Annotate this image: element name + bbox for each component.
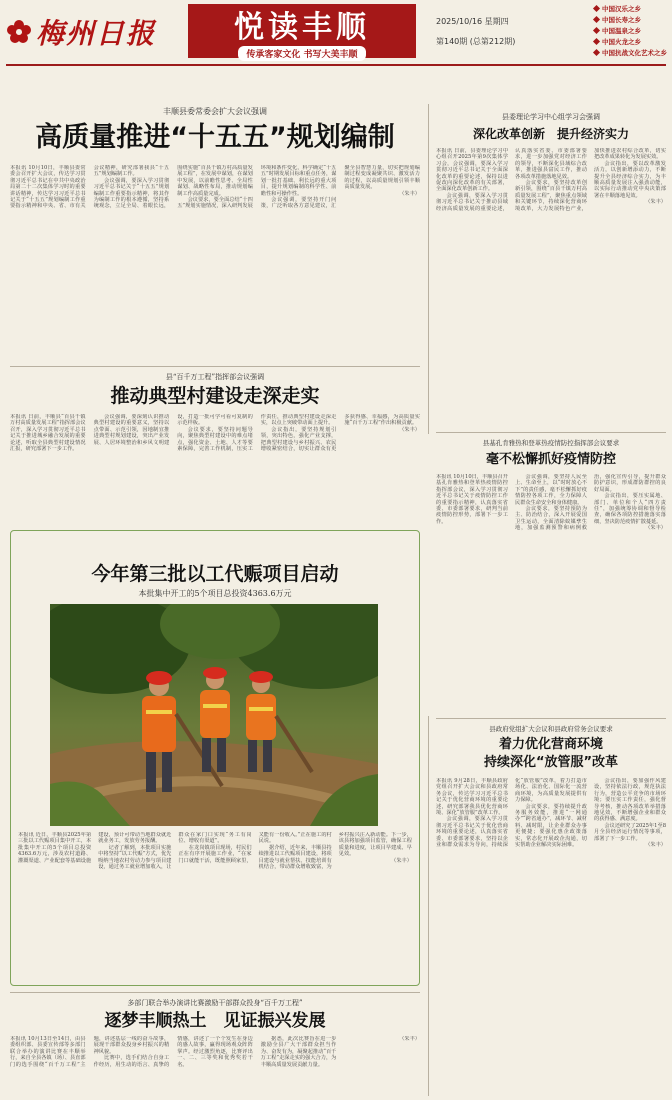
paragraph: 在龙岗镇项目现场，村民们正在有序开展施工作业，“在家门口就能干活，既能照顾家里，又能有一份收入。”正在施工的村民说。	[178, 832, 332, 864]
section-divider	[10, 992, 420, 993]
paragraph: 记者了解到，本批项目实施中将坚持“以工代赈”方式，优先吸纳当地农村劳动力参与项目建设，通过务工就业增加收入，让群众在家门口实现“务工有岗位、增收有渠道”。	[98, 832, 252, 871]
article4-kicker: 县基孔肯雅热和登革热疫情防控指挥部会议要求	[482, 439, 620, 447]
issue-number: 第140期 (总第212期)	[436, 37, 516, 46]
paragraph: 会议强调，要深入学习贯彻习近平总书记关于推动县域经济高质量发展的重要论述，认真落实省委、市委部署要求，进一步加强党对经济工作的领导，不断深化县域综合改革，推进强县富民工作，推动各项改革措施落地见效。	[436, 148, 587, 212]
section-divider	[10, 366, 420, 367]
side-link: 中国汉乐之乡	[594, 4, 668, 15]
paragraph: 会议要求，要全面总结“十四五”规划实施情况，深入研判发展环境和条件变化，科学确定“十五五”时期发展目标和重点任务，谋划一批打基础、利长远的重大项目，提升规划编制的科学性、前瞻性和可操作性。	[177, 165, 337, 210]
article6-headline-2: 持续深化“放管服”改革	[483, 755, 619, 770]
masthead	[0, 0, 672, 62]
paragraph: 会议还研究了2025年1至8月全县经济运行情况等事项，部署了下一步工作。	[594, 822, 666, 842]
article1-body	[10, 165, 420, 360]
paper-logo	[6, 6, 178, 58]
reporter: （朱丰）	[399, 426, 420, 433]
column-banner	[188, 4, 416, 58]
side-link: 中国温泉之乡	[594, 26, 668, 37]
paragraph: 据介绍，近年来，丰顺县持续推进以工代赈项目建设，将项目建设与就业帮扶、技能培训有机结合，带动群众增收致富，为乡村振兴注入新动能。下一步，该县将加强项目监管，确保工程质量和进度，让项目早建成、早见效。	[258, 832, 412, 871]
paragraph: 会议强调，要坚持开门问策，广泛听取各方意见建议，汇聚全县智慧力量，切实把规划编制过程变成凝聚共识、激发活力的过程，以高质量规划引领丰顺高质量发展。	[260, 165, 420, 210]
section-divider	[436, 718, 666, 719]
paragraph: 比赛中，选手们结合自身工作经历，用生动的语言、真挚的情感，讲述了一个个发生在身边的感人故事，赢得现场观众阵阵掌声。经过激烈角逐，比赛评出一、二、三等奖和优秀奖若干名。	[93, 1036, 253, 1068]
article6-headline-1: 着力优化营商环境	[498, 737, 603, 752]
column-slogan: 传承客家文化 书写大美丰顺	[238, 46, 365, 61]
article1-kicker: 丰顺县委常委会扩大会议强调	[163, 107, 267, 116]
masthead-rule	[6, 64, 666, 66]
reporter: （朱丰）	[645, 199, 666, 206]
paper-name: 梅州日报	[36, 17, 157, 50]
article7-kicker: 多部门联合举办演讲比赛激励干部群众投身“百千万工程”	[127, 999, 303, 1007]
article7-headline: 逐梦丰顺热土 见证振兴发展	[104, 1011, 326, 1031]
article3-kicker: 县“百千万工程”指挥部会议强调	[165, 373, 265, 381]
issue-date: 2025/10/16 星期四	[436, 17, 509, 26]
article3-body	[10, 414, 420, 524]
section-divider	[428, 716, 429, 1096]
article5-body	[18, 832, 412, 980]
paragraph: 会议指出，要坚持规划引领，突出特色，强化产业支撑，把典型村建设与乡村振兴、农民增收紧密结合，切实让群众有更多获得感、幸福感，为高质量实施“百千万工程”作出积极贡献。	[260, 414, 420, 453]
reporter: （朱丰）	[399, 1036, 420, 1042]
article6-body	[436, 778, 666, 1094]
article7-body	[10, 1036, 420, 1096]
diamond-icon	[593, 38, 600, 45]
paragraph: 会议指出，要加强作风建设，坚持依法行政，规范执法行为，营造公平竞争的市场环境；要压实工作责任，强化督导考核，推动各项改革举措落地见效，不断增强企业和群众的获得感、满意度。	[594, 778, 666, 823]
article3-headline: 推动典型村建设走深走实	[110, 385, 320, 407]
article4-body	[436, 474, 666, 714]
side-link: 中国长寿之乡	[594, 15, 668, 26]
diamond-icon	[593, 49, 600, 56]
section-divider	[436, 432, 666, 433]
paragraph: 本报讯 日前，丰顺县“百县千镇万村高质量发展工程”指挥部会议召开，深入学习贯彻习近平总书记关于推进城乡融合发展的重要论述，听取全县典型村建设情况汇报，研究部署下一步工作。	[10, 414, 86, 453]
side-links	[594, 4, 668, 59]
paragraph: 本报讯 10月10日，丰顺县召开基孔肯雅热和登革热疫情防控指挥部会议，深入学习贯彻习近平总书记关于疫情防控工作的重要指示精神，认真落实省委、市委部署要求，研判当前疫情防控形势，部署下一步工作。	[436, 474, 508, 525]
reporter: （朱丰）	[645, 842, 666, 849]
paragraph: 会议强调，要深入学习贯彻习近平总书记关于优化营商环境的重要论述，认真落实省委、市委部署要求，坚持以企业和群众需求为导向，持续深化“放管服”改革，着力打造市场化、法治化、国际化一流营商环境，为高质量发展提供有力保障。	[436, 778, 587, 849]
paragraph: 据悉，此次比赛旨在进一步激励全县广大干部群众担当作为、奋发有为，凝聚起推动“百千万工程”走深走实的强大合力，为丰顺高质量发展贡献力量。	[260, 1036, 337, 1068]
paragraph: 本报讯 近日，丰顺县2025年第三批以工代赈项目集中开工，本批集中开工的5个项目总投资4363.6万元，涉及农村道路、灌溉渠道、产业配套等基础设施建设，预计可带动当地群众就近就业务工，发放劳务报酬。	[18, 832, 172, 864]
construction-workers-image	[50, 604, 378, 826]
paragraph: 本报讯 10月13日至14日，由县委组织部、县委宣传部等多部门联合举办的演讲比赛在丰顺举行，来自全县各镇（场）、县直部门的选手围绕“百千万工程”主题，讲述基层一线的奋斗故事，展现干部群众投身乡村振兴的精神风貌。	[10, 1036, 170, 1068]
article2-headline: 深化改革创新 提升经济实力	[472, 127, 629, 141]
reporter: （朱丰）	[645, 525, 666, 532]
paragraph: 会议指出，要以改革激发活力，以创新增添动力，不断提升全县经济综合实力，为丰顺高质量发展注入强劲动能，以实际行动推动党中央决策部署在丰顺落地见效。	[594, 160, 666, 199]
construction-workers-photo	[50, 604, 378, 826]
article4-headline: 毫不松懈抓好疫情防控	[485, 452, 616, 467]
paragraph: 会议强调，要深入学习贯彻习近平总书记关于“十五五”规划编制工作重要指示精神，将其作为编制工作的根本遵循，坚持系统观念，立足全局、着眼长远，围绕实施“百县千镇万村高质量发展工程”，在发展中谋划，在谋划中发展，以前瞻性思考、全局性谋划、战略性布局，推动规划编制工作高质量完成。	[93, 165, 253, 210]
diamond-icon	[593, 5, 600, 12]
diamond-icon	[593, 27, 600, 34]
paragraph: 会议要求，要坚持改革创新引领，围绕“百县千镇万村高质量发展工程”，聚焦重点领域和关键环节，持续深化营商环境改革，大力发展特色产业，加快推进农村综合改革，切实把改革成果转化为发展实效。	[515, 148, 666, 212]
side-link: 中国火龙之乡	[594, 37, 668, 48]
paragraph: 会议强调，要坚持人民至上、生命至上，以“时时放心不下”的责任感，毫不松懈抓好疫情防控各项工作，全力保障人民群众生命安全和身体健康。	[515, 474, 587, 506]
paragraph: 本报讯 10月10日，丰顺县委常委会召开扩大会议，传达学习贯彻习近平总书记在中共中央政治局第二十二次集体学习时的重要讲话精神，传达学习习近平总书记关于“十五五”规划编制工作重要指示精神和中央、省、市有关会议精神，研究部署我县“十五五”规划编制工作。	[10, 165, 170, 210]
article1-headline: 高质量推进“十五五”规划编制	[35, 122, 395, 153]
article2-body	[436, 148, 666, 423]
article6-kicker: 县政府党组扩大会议和县政府常务会议要求	[489, 725, 613, 733]
paragraph: 本报讯 9月28日，丰顺县政府党组召开扩大会议和县政府常务会议，传达学习习近平总书记关于优化营商环境的重要论述，研究部署我县优化营商环境、深化“放管服”改革工作。	[436, 778, 508, 817]
article5-subheadline: 本批集中开工的5个项目总投资4363.6万元	[138, 589, 292, 598]
article2-kicker: 县委理论学习中心组学习会强调	[502, 113, 600, 121]
paragraph: 会议强调，要深刻认识推动典型村建设的重要意义，坚持以点带面、示范引领，因地制宜推进典型村规划建设，突出产业发展、人居环境整治和乡风文明建设，打造一批可学可看可复制的示范样板。	[93, 414, 253, 446]
reporter: （朱丰）	[399, 190, 420, 197]
article5-headline: 今年第三批以工代赈项目启动	[91, 563, 339, 585]
paragraph: 会议要求，要坚持问题导向，聚焦典型村建设中的难点堵点，强化资金、土地、人才等要素保障，完善工作机制，压实工作责任，推动典型村建设走深走实，以点上突破带动面上提升。	[177, 414, 337, 453]
reporter: （朱丰）	[391, 857, 412, 864]
plum-blossom-icon	[6, 19, 32, 45]
column-title: 悦读丰顺	[234, 9, 370, 45]
paragraph: 会议指出，要压实属地、部门、单位和个人“四方责任”，加强统筹协调和督导检查，确保各项防控措施落实落细，坚决防范疫情扩散蔓延。	[594, 493, 666, 525]
column-divider	[428, 104, 429, 434]
paragraph: 会议要求，要持续提升政务服务效能，推进“一网通办”“跨省通办”，减环节、减材料、减时限，让企业群众办事更便捷；要强化惠企政策落实，常态化开展政企沟通，切实帮助企业解决实际困难。	[515, 803, 587, 849]
paragraph: 本报讯 日前，县委理论学习中心组召开2025年第9次集体学习会，会议强调，要深入学习贯彻习近平总书记关于全面深化改革的重要论述，保持以进促改向深化改革的有关部署，全面深化改革创新工作。	[436, 148, 508, 193]
diamond-icon	[593, 16, 600, 23]
paragraph: 会议要求，要坚持预防为主、防治结合，深入开展爱国卫生运动，全面清除蚊媒孳生地，加强监测预警和病例救治，强化宣传引导，提升群众防护意识，形成群防群控的良好局面。	[515, 474, 666, 532]
side-link: 中国抗战文化艺术之乡	[594, 48, 668, 59]
